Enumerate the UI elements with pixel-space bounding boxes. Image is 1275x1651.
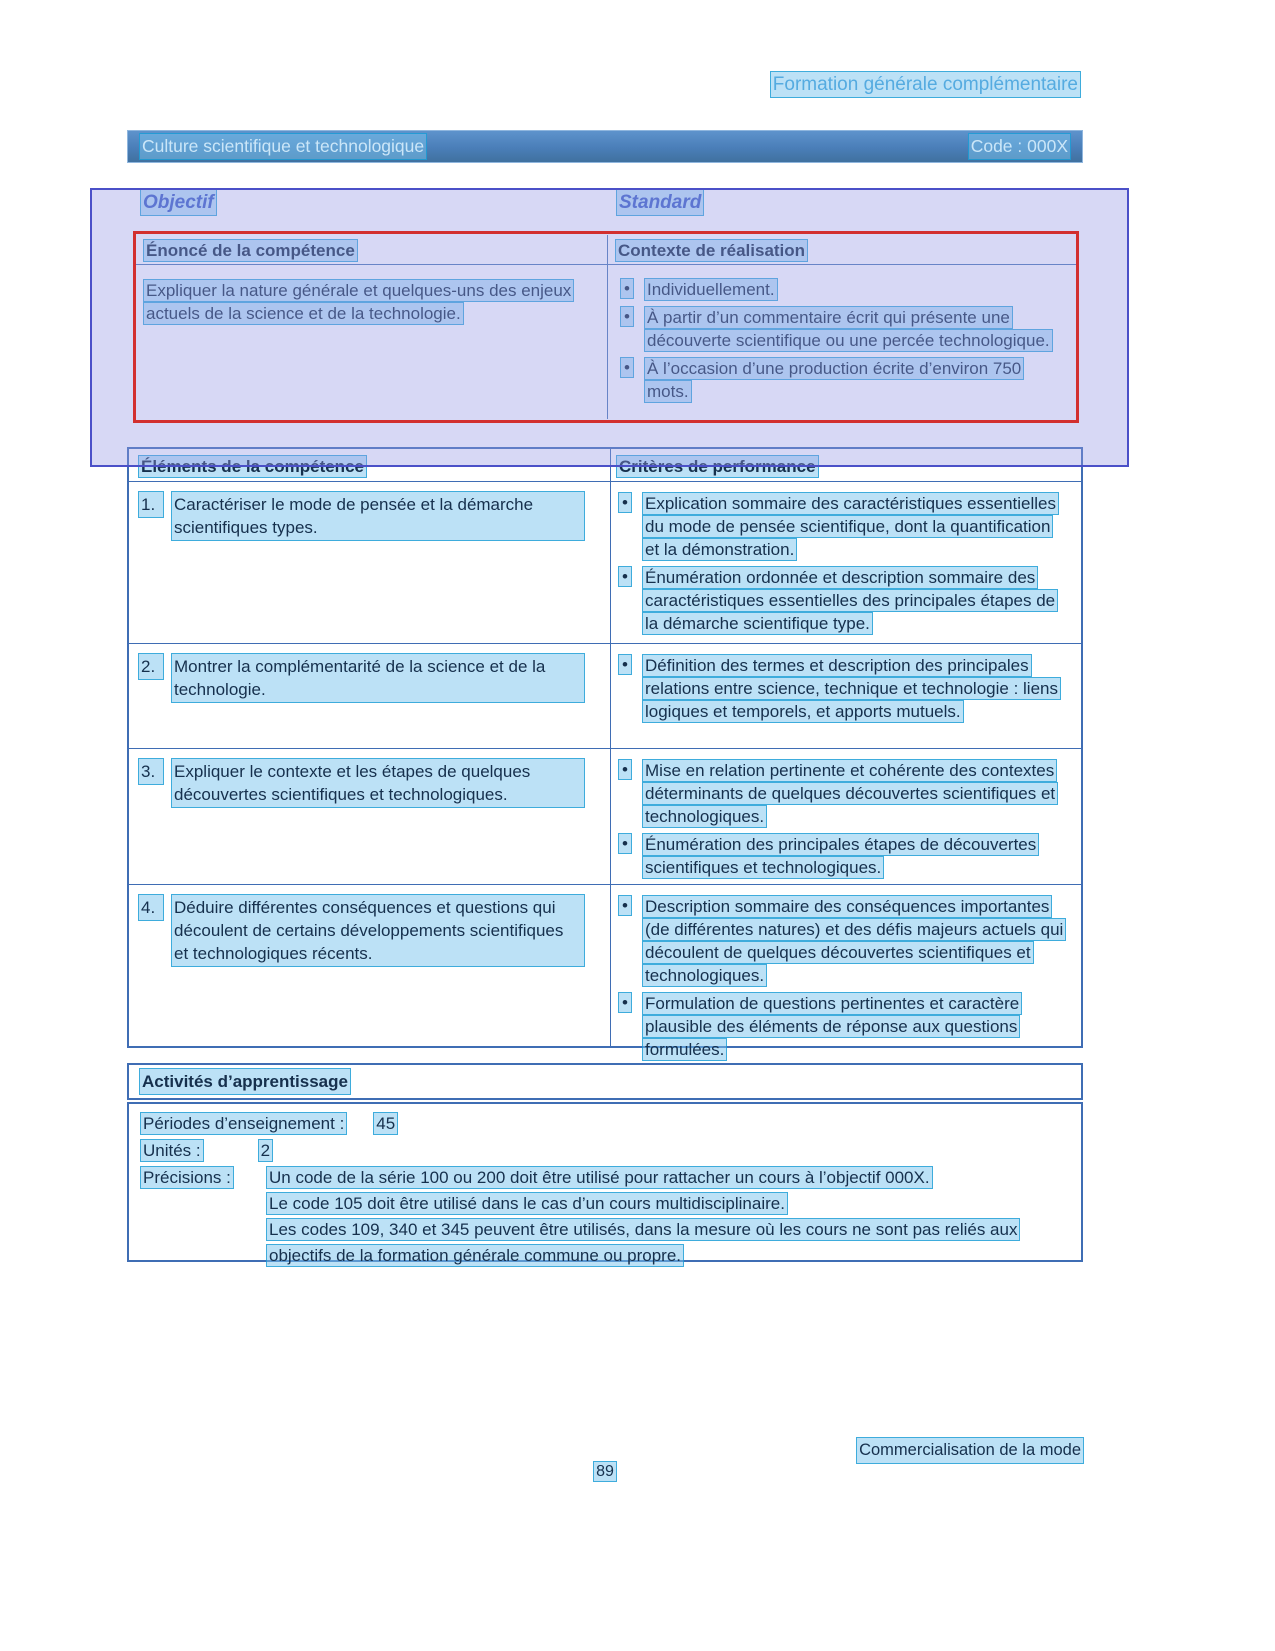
criteria-item bbox=[610, 654, 1069, 723]
enonce-table-header-row bbox=[136, 234, 1076, 265]
row-number: 3. bbox=[139, 759, 163, 784]
criteria-text: Énumération ordonnée et description sommaire des caractéristiques essentielles des principales étapes de la démarche scientifique type. bbox=[645, 568, 1056, 633]
enonce-table-body-row bbox=[136, 265, 1076, 408]
contexte-bullet bbox=[612, 306, 1064, 352]
course-title: Culture scientifique et technologique bbox=[140, 134, 426, 159]
contexte-bullet bbox=[612, 278, 1064, 301]
criteria-list bbox=[610, 492, 1069, 635]
objectif-heading: Objectif bbox=[143, 192, 214, 213]
criteria-list bbox=[610, 895, 1069, 1061]
table-row bbox=[129, 482, 1081, 643]
criteria-item bbox=[610, 992, 1069, 1061]
precisions-label: Précisions : bbox=[143, 1168, 231, 1187]
criteria-text: Énumération des principales étapes de découvertes scientifiques et technologiques. bbox=[645, 835, 1037, 877]
element-text: Déduire différentes conséquences et questions qui découlent de certains développements scientifiques et technologiques récents. bbox=[172, 895, 584, 966]
elements-table bbox=[127, 447, 1083, 1059]
unites-label: Unités : bbox=[143, 1141, 201, 1160]
section-label: Formation générale complémentaire bbox=[772, 74, 1078, 95]
page-number-wrap bbox=[127, 1460, 1083, 1483]
table-row bbox=[129, 748, 1081, 884]
criteria-item bbox=[610, 759, 1069, 828]
elements-table-header-row bbox=[129, 449, 1081, 482]
criteria-text: Description sommaire des conséquences importantes (de différentes natures) et des défis majeurs actuels qui découlent de quelques découvertes scientifiques et technologiques. bbox=[645, 897, 1064, 985]
contexte-header: Contexte de réalisation bbox=[618, 241, 806, 260]
contexte-bullet-text: À l’occasion d’une production écrite d’environ 750 mots. bbox=[647, 359, 1022, 401]
enonce-header: Énoncé de la compétence bbox=[146, 241, 355, 260]
unites-line bbox=[141, 1138, 1069, 1164]
contexte-bullet bbox=[612, 357, 1064, 403]
standard-heading: Standard bbox=[619, 192, 702, 213]
criteres-header: Critères de performance bbox=[619, 457, 816, 476]
row-number: 2. bbox=[139, 654, 163, 679]
competence-statement: Expliquer la nature générale et quelques-uns des enjeux actuels de la science et de la technologie. bbox=[146, 281, 572, 323]
periodes-label: Périodes d’enseignement : bbox=[143, 1114, 345, 1133]
course-code: Code : 000X bbox=[969, 134, 1070, 159]
page-number: 89 bbox=[596, 1463, 614, 1480]
activites-details-box bbox=[127, 1102, 1083, 1265]
footer-program-name: Commercialisation de la mode bbox=[857, 1438, 1083, 1463]
periodes-line bbox=[141, 1111, 1069, 1137]
row-number: 4. bbox=[139, 895, 163, 920]
element-text: Caractériser le mode de pensée et la démarche scientifiques types. bbox=[172, 492, 584, 540]
contexte-bullet-list bbox=[612, 278, 1064, 403]
criteria-list bbox=[610, 759, 1069, 879]
contexte-bullet-text: Individuellement. bbox=[647, 280, 775, 299]
criteria-item bbox=[610, 895, 1069, 987]
precisions-line bbox=[141, 1165, 1069, 1269]
criteria-text: Mise en relation pertinente et cohérente des contextes déterminants de quelques découvertes scientifiques et technologiques. bbox=[645, 761, 1056, 826]
criteria-item bbox=[610, 492, 1069, 561]
criteria-text: Formulation de questions pertinentes et caractère plausible des éléments de réponse aux questions formulées. bbox=[645, 994, 1020, 1059]
precisions-text bbox=[267, 1165, 1057, 1269]
precisions-text-line: Le code 105 doit être utilisé dans le cas d’un cours multidisciplinaire. bbox=[269, 1194, 785, 1213]
precisions-text-line: Un code de la série 100 ou 200 doit être utilisé pour rattacher un cours à l’objectif 000X. bbox=[269, 1168, 930, 1187]
enonce-table bbox=[133, 231, 1079, 423]
row-number: 1. bbox=[139, 492, 163, 517]
activites-title-box bbox=[127, 1063, 1083, 1100]
contexte-bullet-text: À partir d’un commentaire écrit qui présente une découverte scientifique ou une percée technologique. bbox=[647, 308, 1050, 350]
unites-value: 2 bbox=[260, 1141, 271, 1160]
criteria-item bbox=[610, 566, 1069, 635]
criteria-text: Définition des termes et description des principales relations entre science, technique et technologie : liens logiques et temporels, et apports mutuels. bbox=[645, 656, 1058, 721]
precisions-text-line: Les codes 109, 340 et 345 peuvent être utilisés, dans la mesure où les cours ne sont pas reliés aux objectifs de la formation générale commune ou propre. bbox=[269, 1220, 1018, 1265]
element-text: Montrer la complémentarité de la science et de la technologie. bbox=[172, 654, 584, 702]
criteria-item bbox=[610, 833, 1069, 879]
activites-title: Activités d’apprentissage bbox=[140, 1069, 350, 1094]
elements-header: Éléments de la compétence bbox=[141, 457, 364, 476]
element-text: Expliquer le contexte et les étapes de quelques découvertes scientifiques et technologiques. bbox=[172, 759, 584, 807]
table-row bbox=[129, 643, 1081, 748]
course-header-bar bbox=[127, 130, 1083, 163]
criteria-text: Explication sommaire des caractéristiques essentielles du mode de pensée scientifique, dont la quantification et la démonstration. bbox=[645, 494, 1057, 559]
table-row bbox=[129, 884, 1081, 1066]
table-column-divider bbox=[607, 235, 608, 419]
criteria-list bbox=[610, 654, 1069, 723]
periodes-value: 45 bbox=[376, 1114, 396, 1133]
